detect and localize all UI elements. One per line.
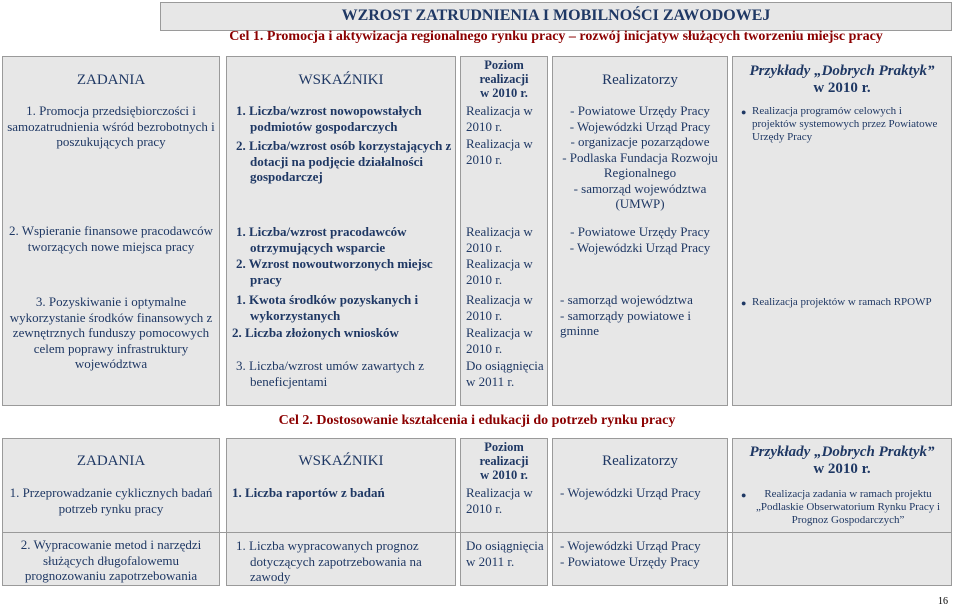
level-header-2: Poziom realizacji w 2010 r.	[479, 440, 529, 482]
task-2-2: 2. Wypracowanie metod i narzędzi służących długofalowemu prognozowaniu zapotrzebowania	[20, 537, 202, 583]
implementers-2-group-a: - Wojewódzki Urząd Pracy	[560, 485, 701, 500]
implementers-header-2: Realizatorzy	[602, 453, 678, 469]
level-1-6: Realizacja w 2010 r.	[466, 325, 533, 356]
indicator-2-1: 1. Liczba raportów z badań	[232, 485, 385, 500]
implementers-1-group-b: - Powiatowe Urzędy Pracy - Wojewódzki Urząd Pracy	[569, 224, 711, 255]
goal-1: Cel 1. Promocja i aktywizacja regionalnego rynku pracy – rozwój inicjatyw służących tworzeniu miejsc pracy	[229, 29, 883, 44]
tasks-header-2: ZADANIA	[76, 453, 146, 469]
section2-row-divider	[2, 532, 952, 533]
level-header-1: Poziom realizacji w 2010 r.	[479, 58, 529, 100]
level-2-2: Do osiągnięcia w 2011 r.	[466, 538, 544, 569]
practice-1-1: ● Realizacja programów celowych i projektów systemowych przez Powiatowe Urzędy Pracy	[752, 105, 942, 144]
practices-header-2: Przykłady „Dobrych Praktyk” w 2010 r.	[749, 444, 935, 477]
indicator-1-1: 1. Liczba/wzrost nowopowstałych podmiotów gospodarczych	[236, 103, 422, 134]
task-1-3: 3. Pozyskiwanie i optymalne wykorzystanie środków finansowych z zewnętrznych funduszy pomocowych celem poprawy infrastruktury województwa	[9, 294, 213, 371]
level-1-3: Realizacja w 2010 r.	[466, 224, 533, 255]
task-1-2: 2. Wspieranie finansowe pracodawców tworzących nowe miejsca pracy	[8, 223, 214, 254]
implementers-header-1: Realizatorzy	[602, 72, 678, 88]
indicator-1-2: 2. Liczba/wzrost osób korzystających z dotacji na podjęcie działalności gospodarczej	[236, 138, 452, 184]
level-1-4: Realizacja w 2010 r.	[466, 256, 533, 287]
task-2-1: 1. Przeprowadzanie cyklicznych badań potrzeb rynku pracy	[9, 485, 213, 516]
indicator-1-7: 3. Liczba/wzrost umów zawartych z beneficjentami	[236, 358, 425, 389]
goal-2: Cel 2. Dostosowanie kształcenia i edukacji do potrzeb rynku pracy	[278, 413, 676, 428]
indicators-header-1: WSKAŹNIKI	[298, 72, 384, 88]
indicators-header-2: WSKAŹNIKI	[298, 453, 384, 469]
practices-header-1: Przykłady „Dobrych Praktyk” w 2010 r.	[749, 63, 935, 96]
level-1-1: Realizacja w 2010 r.	[466, 103, 533, 134]
task-1-1: 1. Promocja przedsiębiorczości i samozatrudnienia wśród bezrobotnych i poszukujących pracy	[7, 103, 215, 149]
level-1-7: Do osiągnięcia w 2011 r.	[466, 358, 544, 389]
page-title: WZROST ZATRUDNIENIA I MOBILNOŚCI ZAWODOWEJ	[341, 7, 771, 24]
page-number: 16	[938, 596, 948, 607]
implementers-1-group-c: - samorząd województwa - samorządy powiatowe i gminne	[560, 292, 693, 338]
implementers-1-group-a: - Powiatowe Urzędy Pracy - Wojewódzki Urząd Pracy - organizacje pozarządowe - Podlaska Fundacja Rozwoju Regionalnego - samorząd województwa (UMWP)	[562, 103, 718, 211]
indicator-1-5: 1. Kwota środków pozyskanych i wykorzystanych	[236, 292, 419, 323]
indicator-2-2: 1. Liczba wypracowanych prognoz dotyczących zapotrzebowania na zawody	[236, 538, 422, 584]
practice-2-1: ● Realizacja zadania w ramach projektu „Podlaskie Obserwatorium Rynku Pracy i Prognoz Gospodarczych”	[752, 488, 944, 527]
level-2-1: Realizacja w 2010 r.	[466, 485, 533, 516]
implementers-2-group-b: - Wojewódzki Urząd Pracy - Powiatowe Urzędy Pracy	[560, 538, 701, 569]
level-1-5: Realizacja w 2010 r.	[466, 292, 533, 323]
level-1-2: Realizacja w 2010 r.	[466, 136, 533, 167]
indicator-1-4: 2. Wzrost nowoutworzonych miejsc pracy	[236, 256, 433, 287]
indicator-1-3: 1. Liczba/wzrost pracodawców otrzymujących wsparcie	[236, 224, 407, 255]
indicator-1-6: 2. Liczba złożonych wniosków	[232, 325, 399, 340]
practice-1-2: ● Realizacja projektów w ramach RPOWP	[752, 296, 942, 309]
tasks-header-1: ZADANIA	[76, 72, 146, 88]
